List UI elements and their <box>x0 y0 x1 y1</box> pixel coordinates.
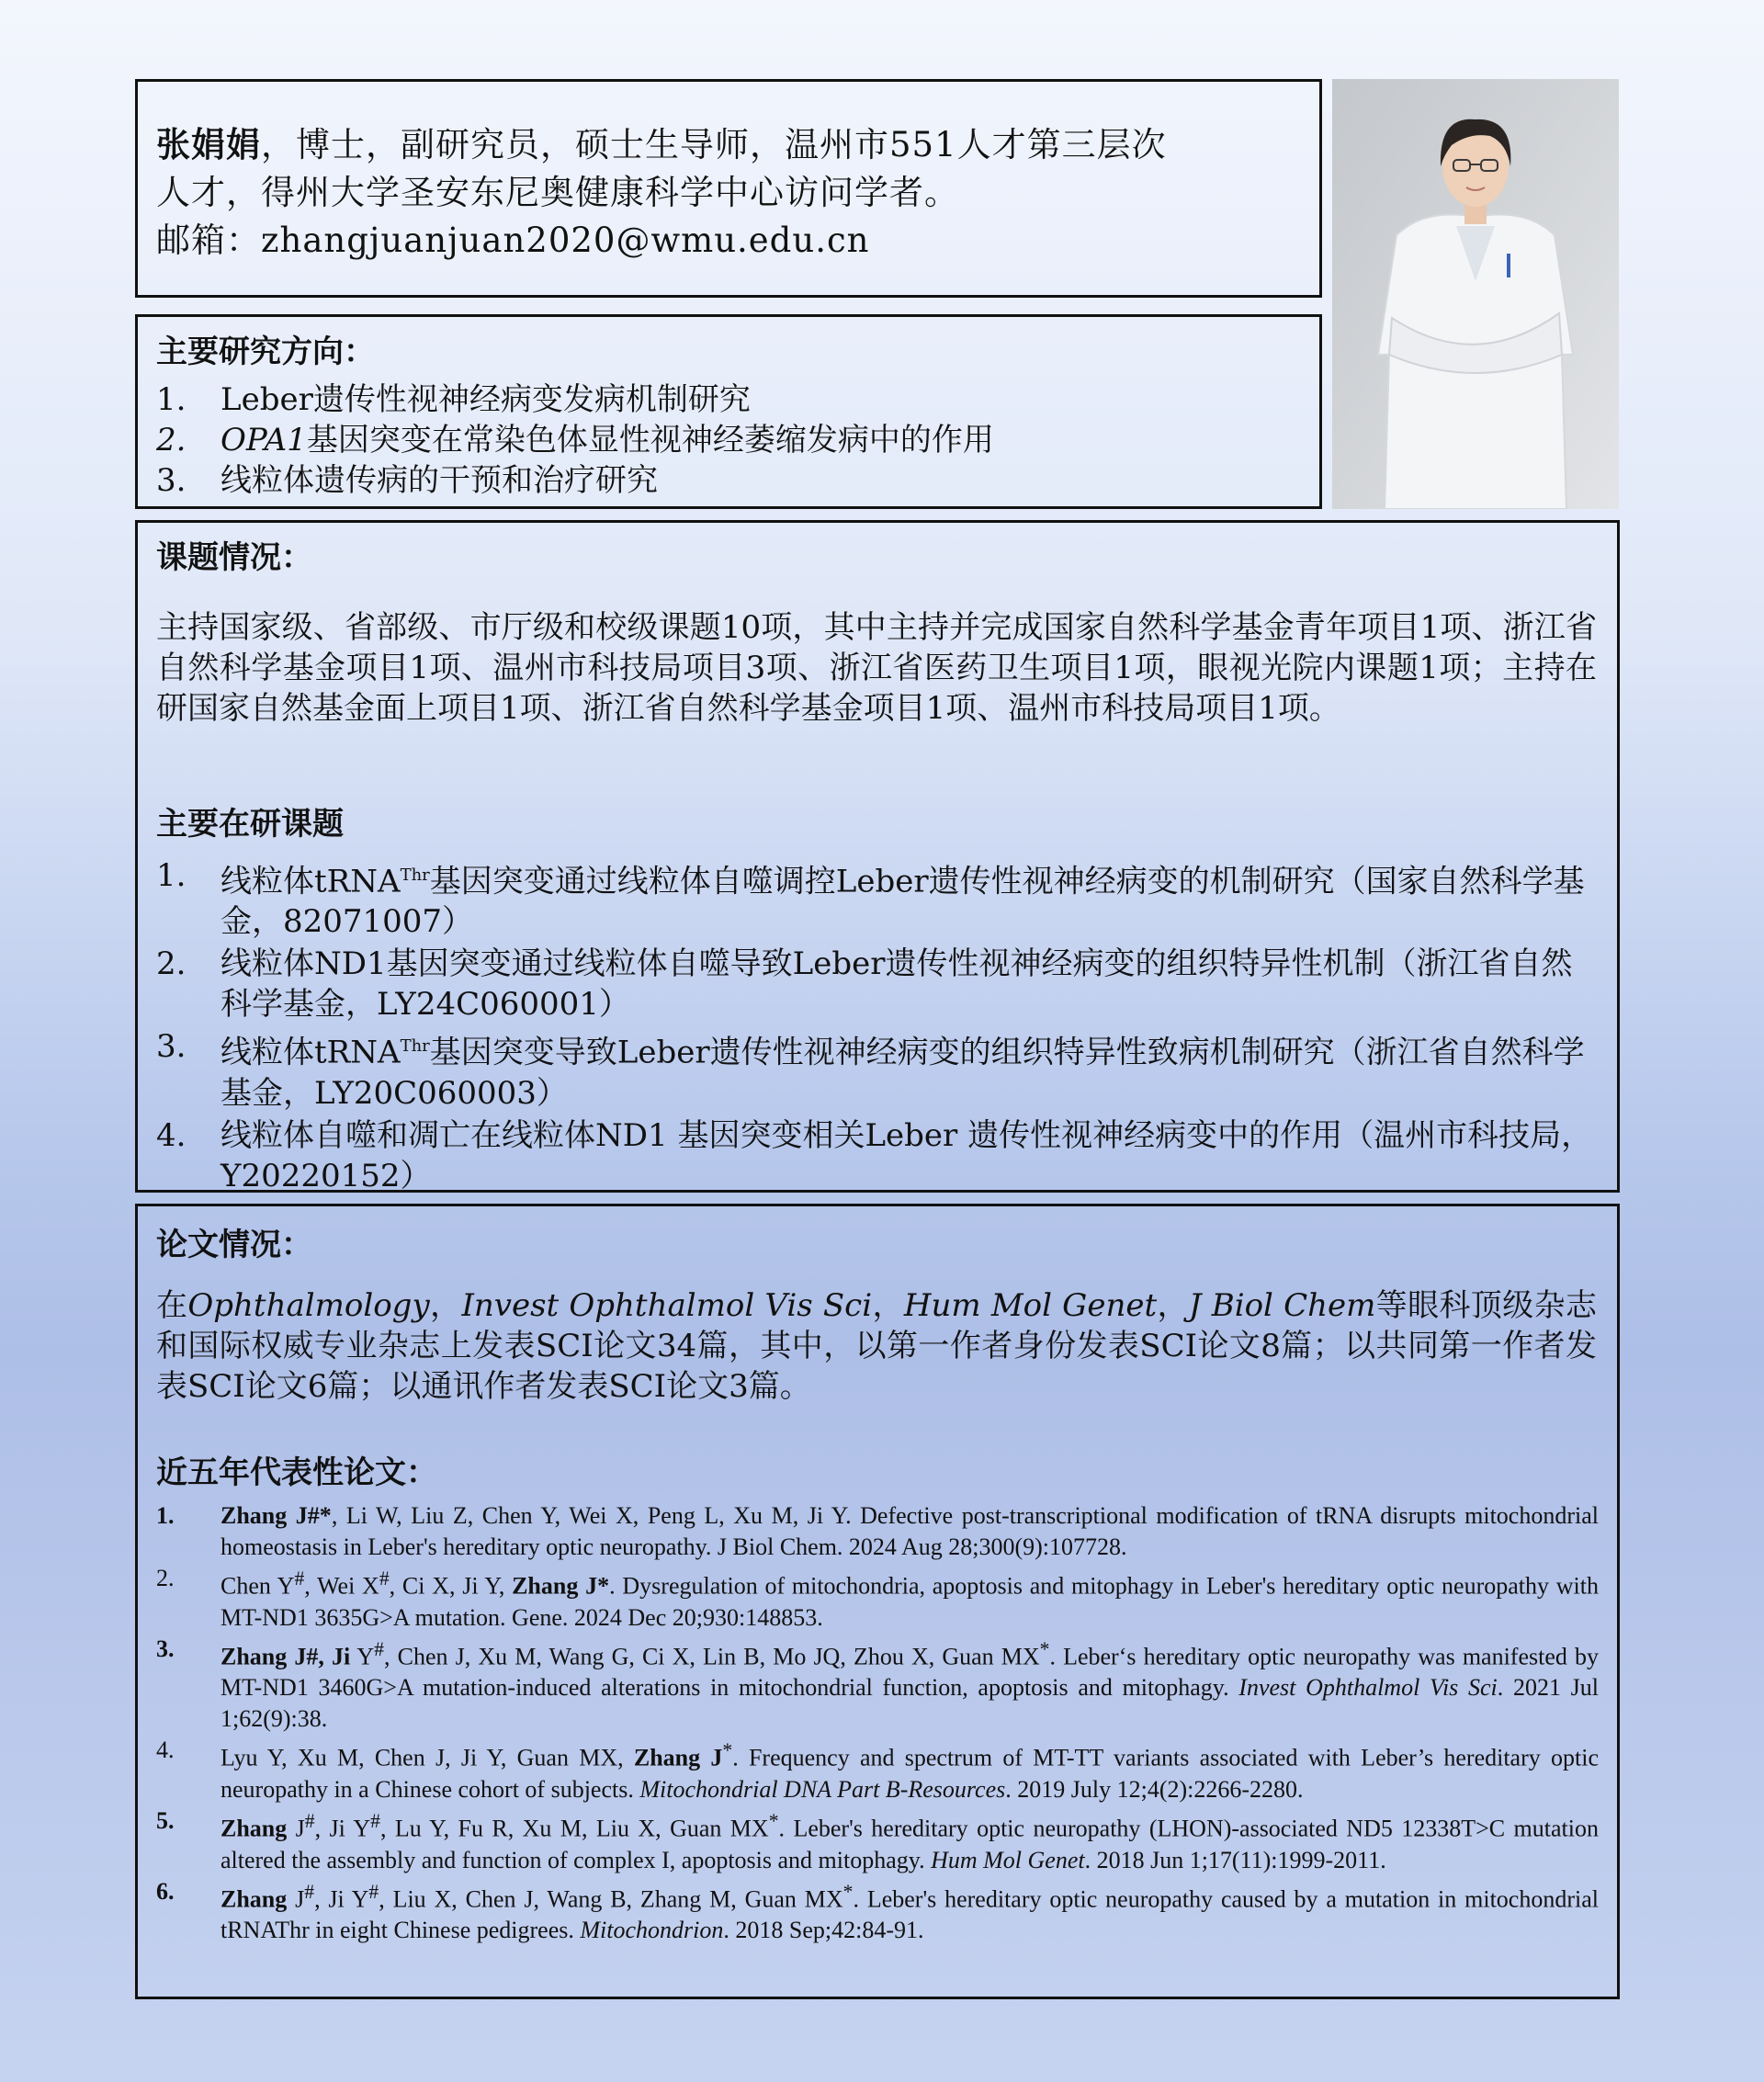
research-box <box>135 314 1322 509</box>
pub-authors: , Ji Y <box>314 1885 369 1913</box>
pub-authors: J <box>287 1885 305 1913</box>
pub-authors: , Wei X <box>304 1572 379 1600</box>
papers-box <box>135 1204 1620 1999</box>
profile-photo-image <box>1332 79 1619 509</box>
pub-author-bold: Zhang J <box>633 1744 723 1771</box>
pub-sup: * <box>722 1739 733 1762</box>
pub-sup: # <box>374 1637 384 1660</box>
pub-author-bold: Zhang <box>220 1885 288 1913</box>
email-link[interactable]: zhangjuanjuan2020@wmu.edu.cn <box>261 221 870 260</box>
pub-sup: * <box>768 1809 779 1832</box>
pub-sup: # <box>304 1880 315 1903</box>
research-item-text: 线粒体遗传病的干预和治疗研究 <box>220 462 658 499</box>
pub-journal: J Biol Chem <box>717 1533 837 1560</box>
pub-details: . 2024 Aug 28;300(9):107728. <box>836 1533 1127 1560</box>
pub-title: . Leber's hereditary optic neuropathy (LHON)-associated ND5 12338T>C mutation altered the assembly and function of complex I, apoptosis and mitophagy. <box>220 1815 1599 1873</box>
pub-num: 4. <box>156 1737 175 1764</box>
pub-item <box>156 1634 1599 1736</box>
project-item-sup: Thr <box>400 1036 430 1057</box>
pub-title: . Leber's hereditary optic neuropathy caused by a mutation in mitochondrial tRNAThr in eight Chinese pedigrees. <box>220 1885 1599 1944</box>
pub-authors: , Chen J, Xu M, Wang G, Ci X, Lin B, Mo JQ, Zhou X, Guan MX <box>383 1643 1040 1670</box>
pub-authors: Lyu Y, Xu M, Chen J, Ji Y, Guan MX, <box>220 1744 634 1771</box>
project-item-text: 基因突变通过线粒体自噬调控Leber遗传性视神经病变的机制研究（国家自然科学基金，82071007） <box>220 863 1585 941</box>
pub-author-bold: Zhang J#* <box>220 1502 332 1529</box>
projects-list <box>156 855 1599 1196</box>
research-item-num: 2. <box>156 422 187 458</box>
pub-author-bold: Zhang <box>220 1815 288 1842</box>
project-item <box>156 944 1599 1024</box>
journal-name: Ophthalmology <box>187 1287 430 1324</box>
research-item-gene: OPA1 <box>220 422 307 458</box>
pub-details: . 2024 Dec 20;930:148853. <box>561 1603 823 1631</box>
projects-box <box>135 520 1620 1193</box>
papers-summary <box>156 1285 1597 1407</box>
pub-title: . Frequency and spectrum of MT-TT variants associated with Leber’s hereditary optic neuropathy in a Chinese cohort of subjects. <box>220 1744 1599 1803</box>
pub-num: 2. <box>156 1565 175 1591</box>
journal-name: Hum Mol Genet <box>903 1287 1158 1324</box>
pub-item <box>156 1500 1599 1563</box>
profile-text <box>156 120 1314 265</box>
pub-num: 6. <box>156 1877 175 1905</box>
research-item <box>156 460 1301 501</box>
project-item-text: 线粒体自噬和凋亡在线粒体ND1 基因突变相关Leber 遗传性视神经病变中的作用（温州市科技局，Y20220152） <box>220 1116 1593 1194</box>
project-item-num: 1. <box>156 857 187 894</box>
pub-authors: , Li W, Liu Z, Chen Y, Wei X, Peng L, Xu M, Ji Y. <box>331 1502 861 1529</box>
pub-title: . Leber‘s hereditary optic neuropathy was manifested by MT-ND1 3460G>A mutation-induced alterations in mitochondrial function, apoptosis and mitophagy. <box>220 1643 1600 1702</box>
pub-authors: , Liu X, Chen J, Wang B, Zhang M, Guan MX <box>379 1885 843 1913</box>
pub-title: Dysregulation of mitochondria, apoptosis and mitophagy in Leber's hereditary optic neuropathy with MT-ND1 3635G>A mutation. <box>220 1572 1599 1631</box>
pub-sup: * <box>1039 1637 1050 1660</box>
profile-line2: 人才，得州大学圣安东尼奥健康科学中心访问学者。 <box>156 173 959 212</box>
papers-summary-sep: ， <box>872 1287 904 1324</box>
pub-journal: Mitochondrion <box>580 1917 724 1944</box>
papers-summary-text: 等眼科顶级杂志和国际权威专业杂志上发表SCI论文34篇，其中，以第一作者身份发表SCI论文8篇；以共同第一作者发表SCI论文6篇；以通讯作者发表SCI论文3篇。 <box>156 1287 1598 1405</box>
pub-title: Defective post-transcriptional modification of tRNA disrupts mitochondrial homeostasis in Leber's hereditary optic neuropathy. <box>220 1502 1599 1560</box>
project-item-text: 基因突变导致Leber遗传性视神经病变的组织特异性致病机制研究（浙江省自然科学基金，LY20C060003） <box>220 1034 1585 1112</box>
pub-item <box>156 1876 1599 1947</box>
pub-sup: # <box>370 1809 380 1832</box>
journal-name: J Biol Chem <box>1188 1287 1376 1324</box>
pub-journal: Hum Mol Genet <box>931 1846 1085 1873</box>
pub-author-bold: Zhang J* <box>512 1572 610 1600</box>
papers-summary-sep: ， <box>429 1287 462 1324</box>
pub-details: . 2018 Sep;42:84-91. <box>723 1917 924 1944</box>
research-item <box>156 379 1301 420</box>
pub-authors: . <box>609 1572 623 1600</box>
pub-details: . 2018 Jun 1;17(11):1999-2011. <box>1084 1846 1386 1873</box>
pub-item <box>156 1563 1599 1634</box>
pub-details: . 2019 July 12;4(2):2266-2280. <box>1005 1775 1304 1803</box>
pub-authors: J <box>287 1815 305 1842</box>
research-item-text: 基因突变在常染色体显性视神经萎缩发病中的作用 <box>306 422 994 458</box>
project-item-text: 线粒体ND1基因突变通过线粒体自噬导致Leber遗传性视神经病变的组织特异性机制（浙江省自然科学基金，LY24C060001） <box>220 945 1573 1024</box>
pub-authors: Chen Y <box>220 1572 295 1600</box>
project-item-num: 2. <box>156 945 187 983</box>
pub-num: 5. <box>156 1806 175 1834</box>
project-item-num: 4. <box>156 1116 187 1154</box>
research-item-num: 3. <box>156 462 187 499</box>
profile-name: 张娟娟 <box>156 124 261 164</box>
project-item-text: 线粒体tRNA <box>220 1034 401 1071</box>
pub-num: 3. <box>156 1635 175 1662</box>
research-list <box>156 379 1301 501</box>
pub-authors: , Ci X, Ji Y, <box>389 1572 513 1600</box>
project-item <box>156 855 1599 942</box>
recent-papers-title: 近五年代表性论文： <box>156 1454 437 1491</box>
pub-sup: # <box>379 1567 390 1590</box>
pub-list <box>156 1500 1599 1946</box>
email-label: 邮箱： <box>156 221 261 260</box>
journal-name: Invest Ophthalmol Vis Sci <box>461 1287 873 1324</box>
pub-num: 1. <box>156 1502 175 1529</box>
pub-author-bold: Zhang J#, Ji <box>220 1643 351 1670</box>
project-item <box>156 1115 1599 1196</box>
papers-summary-text: 在 <box>156 1287 188 1324</box>
research-item-text: Leber遗传性视神经病变发病机制研究 <box>220 381 751 418</box>
profile-line1: ，博士，副研究员，硕士生导师，温州市551人才第三层次 <box>261 125 1167 164</box>
profile-box <box>135 79 1322 298</box>
pub-sup: # <box>368 1880 379 1903</box>
profile-photo <box>1332 79 1619 509</box>
pub-journal: Gene <box>512 1603 562 1631</box>
research-item <box>156 420 1301 460</box>
project-item-num: 3. <box>156 1028 187 1066</box>
projects-current-title: 主要在研课题 <box>156 806 344 843</box>
projects-summary: 主持国家级、省部级、市厅级和校级课题10项，其中主持并完成国家自然科学基金青年项目1项、浙江省自然科学基金项目1项、温州市科技局项目3项、浙江省医药卫生项目1项，眼视光院内课题1项；主持在研国家自然基金面上项目1项、浙江省自然科学基金项目1项、温州市科技局项目1项。 <box>156 609 1597 727</box>
pub-authors: Y <box>350 1643 375 1670</box>
research-title: 主要研究方向： <box>156 334 375 370</box>
pub-authors: , Lu Y, Fu R, Xu M, Liu X, Guan MX <box>379 1815 769 1842</box>
pub-sup: * <box>842 1880 854 1903</box>
research-item-num: 1. <box>156 381 187 418</box>
pub-journal: Mitochondrial DNA Part B-Resources <box>639 1775 1006 1803</box>
pub-sup: # <box>304 1809 315 1832</box>
papers-summary-sep: ， <box>1157 1287 1189 1324</box>
pub-sup: # <box>294 1567 305 1590</box>
project-item-sup: Thr <box>400 866 430 885</box>
pub-details: . 2021 Jul 1;62(9):38. <box>220 1674 1600 1733</box>
project-item <box>156 1026 1599 1113</box>
pub-authors: , Ji Y <box>314 1815 371 1842</box>
pub-journal: Invest Ophthalmol Vis Sci <box>1238 1674 1498 1702</box>
papers-title: 论文情况： <box>156 1227 312 1263</box>
projects-title: 课题情况： <box>156 539 312 576</box>
project-item-text: 线粒体tRNA <box>220 863 401 900</box>
pub-item <box>156 1735 1599 1805</box>
pub-item <box>156 1805 1599 1876</box>
